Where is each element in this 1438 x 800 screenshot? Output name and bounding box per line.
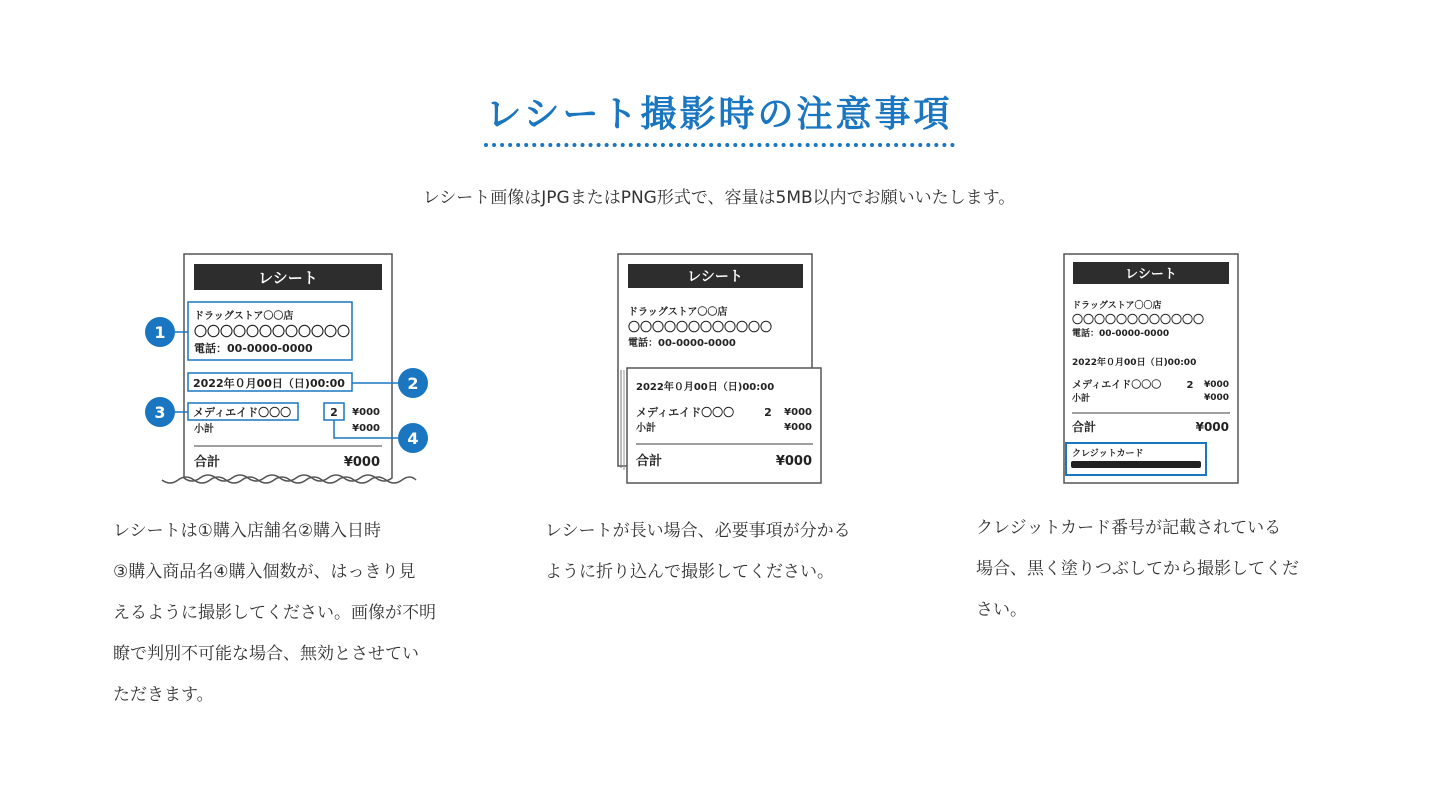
phone: 電話：00-0000-0000 bbox=[628, 338, 736, 349]
phone: 電話：00-0000-0000 bbox=[194, 342, 313, 355]
panel-1-line: 瞭で判別不可能な場合、無効とさせてい bbox=[113, 644, 419, 664]
panel-2-description bbox=[545, 511, 905, 593]
date: 2022年０月00日（日)00:00 bbox=[193, 377, 345, 390]
badge-2-label: 2 bbox=[407, 374, 419, 393]
store-code: 〇〇〇〇〇〇〇〇〇〇〇〇 bbox=[628, 320, 773, 334]
store-code: 〇〇〇〇〇〇〇〇〇〇〇〇 bbox=[194, 325, 351, 340]
total-label: 合計 bbox=[194, 455, 221, 470]
subtotal-value: ¥000 bbox=[1203, 393, 1229, 403]
panel-1-line: ③購入商品名④購入個数が、はっきり見 bbox=[113, 562, 416, 582]
item-name: メディエイド〇〇〇 bbox=[636, 406, 735, 419]
store-code: 〇〇〇〇〇〇〇〇〇〇〇〇 bbox=[1072, 313, 1204, 326]
card-label: クレジットカード bbox=[1072, 449, 1144, 459]
receipt-illustration-folded bbox=[610, 240, 830, 490]
badge-3-label: 3 bbox=[154, 403, 166, 422]
item-price: ¥000 bbox=[784, 407, 812, 418]
subtotal-value: ¥000 bbox=[352, 423, 380, 434]
total-value: ¥000 bbox=[775, 454, 812, 469]
item-price: ¥000 bbox=[352, 407, 380, 418]
panel-1-line: レシートは①購入店舗名②購入日時 bbox=[113, 521, 382, 541]
store-name: ドラッグストア〇〇店 bbox=[1072, 301, 1162, 311]
receipt-header: レシート bbox=[687, 269, 743, 285]
item-price: ¥000 bbox=[1203, 380, 1229, 390]
receipt-illustration-card-masked bbox=[1056, 240, 1256, 490]
total-value: ¥000 bbox=[1195, 420, 1229, 434]
store-name: ドラッグストア〇〇店 bbox=[194, 311, 294, 322]
total-label: 合計 bbox=[1072, 420, 1097, 434]
page-subtitle: レシート画像はJPGまたはPNG形式で、容量は5MB以内でお願いいたします。 bbox=[422, 188, 1016, 208]
receipt-illustration-annotated bbox=[140, 240, 420, 490]
badge-1-label: 1 bbox=[154, 323, 166, 342]
quantity: 2 bbox=[330, 406, 338, 419]
card-number-redaction bbox=[1071, 461, 1201, 468]
subtotal-label: 小計 bbox=[1072, 394, 1091, 404]
total-value: ¥000 bbox=[343, 455, 380, 470]
item-name: メディエイド〇〇〇 bbox=[1072, 380, 1162, 391]
panel-3-line: さい。 bbox=[976, 600, 1027, 620]
store-name: ドラッグストア〇〇店 bbox=[628, 307, 728, 318]
total-label: 合計 bbox=[636, 454, 663, 469]
panel-3-description bbox=[976, 508, 1336, 631]
quantity: 2 bbox=[1186, 380, 1194, 391]
subtotal-label: 小計 bbox=[194, 424, 214, 435]
item-name: メディエイド〇〇〇 bbox=[193, 406, 292, 419]
subtotal-value: ¥000 bbox=[784, 422, 812, 433]
panel-2-line: ように折り込んで撮影してください。 bbox=[545, 562, 834, 582]
panel-1-line: えるように撮影してください。画像が不明 bbox=[113, 603, 436, 623]
panel-1-description bbox=[113, 511, 473, 716]
panel-1-line: ただきます。 bbox=[113, 685, 214, 705]
page-title: レシート撮影時の注意事項 bbox=[485, 94, 953, 135]
date: 2022年０月00日（日)00:00 bbox=[1072, 358, 1197, 368]
receipt-header: レシート bbox=[1125, 267, 1177, 282]
panel-3-line: クレジットカード番号が記載されている bbox=[976, 518, 1282, 538]
phone: 電話：00-0000-0000 bbox=[1072, 329, 1170, 339]
title-underline bbox=[484, 143, 955, 147]
panel-3-line: 場合、黒く塗りつぶしてから撮影してくだ bbox=[976, 559, 1299, 579]
subtotal-label: 小計 bbox=[636, 423, 656, 434]
quantity: 2 bbox=[764, 406, 772, 419]
receipt-header: レシート bbox=[258, 269, 318, 287]
date: 2022年０月00日（日)00:00 bbox=[636, 382, 775, 393]
panel-2-line: レシートが長い場合、必要事項が分かる bbox=[545, 521, 851, 541]
badge-4-label: 4 bbox=[407, 429, 419, 448]
